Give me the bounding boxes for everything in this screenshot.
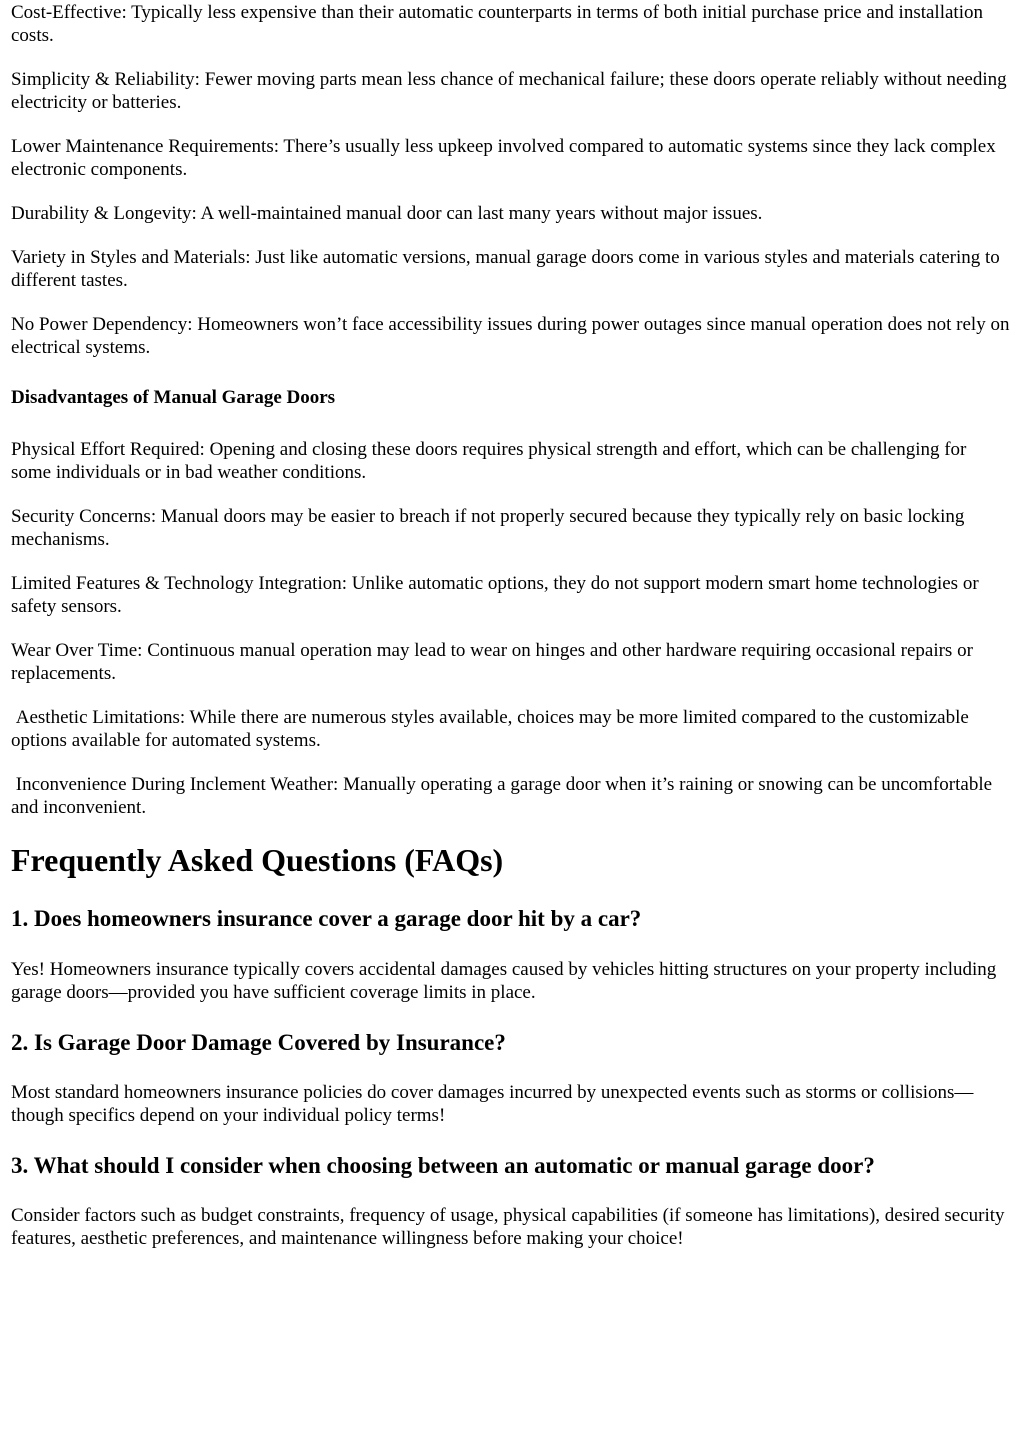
- faq-answer-1: Yes! Homeowners insurance typically covers accidental damages caused by vehicles hitting structures on your property including garage doors—provided you have sufficient coverage limits in place.: [11, 959, 997, 1003]
- advantage-lower-maintenance: Lower Maintenance Requirements: There’s usually less upkeep involved compared to automatic systems since they lack complex electronic components.: [11, 136, 996, 180]
- advantage-variety: Variety in Styles and Materials: Just like automatic versions, manual garage doors come in various styles and materials catering to different tastes.: [11, 247, 1000, 291]
- advantage-durability: Durability & Longevity: A well-maintained manual door can last many years without major issues.: [11, 203, 763, 224]
- disadvantages-heading: Disadvantages of Manual Garage Doors: [11, 387, 336, 408]
- advantage-simplicity-reliability: Simplicity & Reliability: Fewer moving parts mean less chance of mechanical failure; these doors operate reliably without needing electricity or batteries.: [11, 69, 1007, 113]
- disadvantage-wear: Wear Over Time: Continuous manual operation may lead to wear on hinges and other hardware requiring occasional repairs or replacements.: [11, 640, 973, 684]
- faq-answer-2: Most standard homeowners insurance policies do cover damages incurred by unexpected events such as storms or collisions—though specifics depend on your individual policy terms!: [11, 1082, 974, 1126]
- disadvantage-physical-effort: Physical Effort Required: Opening and closing these doors requires physical strength and effort, which can be challenging for some individuals or in bad weather conditions.: [11, 439, 967, 483]
- disadvantage-limited-features: Limited Features & Technology Integration: Unlike automatic options, they do not support modern smart home technologies or safety sensors.: [11, 573, 979, 617]
- faq-question-1: 1. Does homeowners insurance cover a garage door hit by a car?: [11, 906, 642, 931]
- faq-answer-3: Consider factors such as budget constraints, frequency of usage, physical capabilities (if someone has limitations), desired security features, aesthetic preferences, and maintenance willingness before making your choice!: [11, 1205, 1005, 1249]
- faq-question-2: 2. Is Garage Door Damage Covered by Insurance?: [11, 1030, 506, 1055]
- disadvantage-weather: Inconvenience During Inclement Weather: Manually operating a garage door when it’s raining or snowing can be uncomfortable and inconvenient.: [11, 774, 997, 818]
- faq-heading: Frequently Asked Questions (FAQs): [11, 842, 504, 878]
- faq-question-3: 3. What should I consider when choosing between an automatic or manual garage door?: [11, 1153, 875, 1178]
- advantage-cost-effective: Cost-Effective: Typically less expensive than their automatic counterparts in terms of both initial purchase price and installation costs.: [11, 2, 983, 46]
- advantage-no-power-dependency: No Power Dependency: Homeowners won’t face accessibility issues during power outages since manual operation does not rely on electrical systems.: [11, 314, 1010, 358]
- disadvantage-security: Security Concerns: Manual doors may be easier to breach if not properly secured because they typically rely on basic locking mechanisms.: [11, 506, 965, 550]
- disadvantage-aesthetic: Aesthetic Limitations: While there are numerous styles available, choices may be more limited compared to the customizable options available for automated systems.: [11, 707, 974, 751]
